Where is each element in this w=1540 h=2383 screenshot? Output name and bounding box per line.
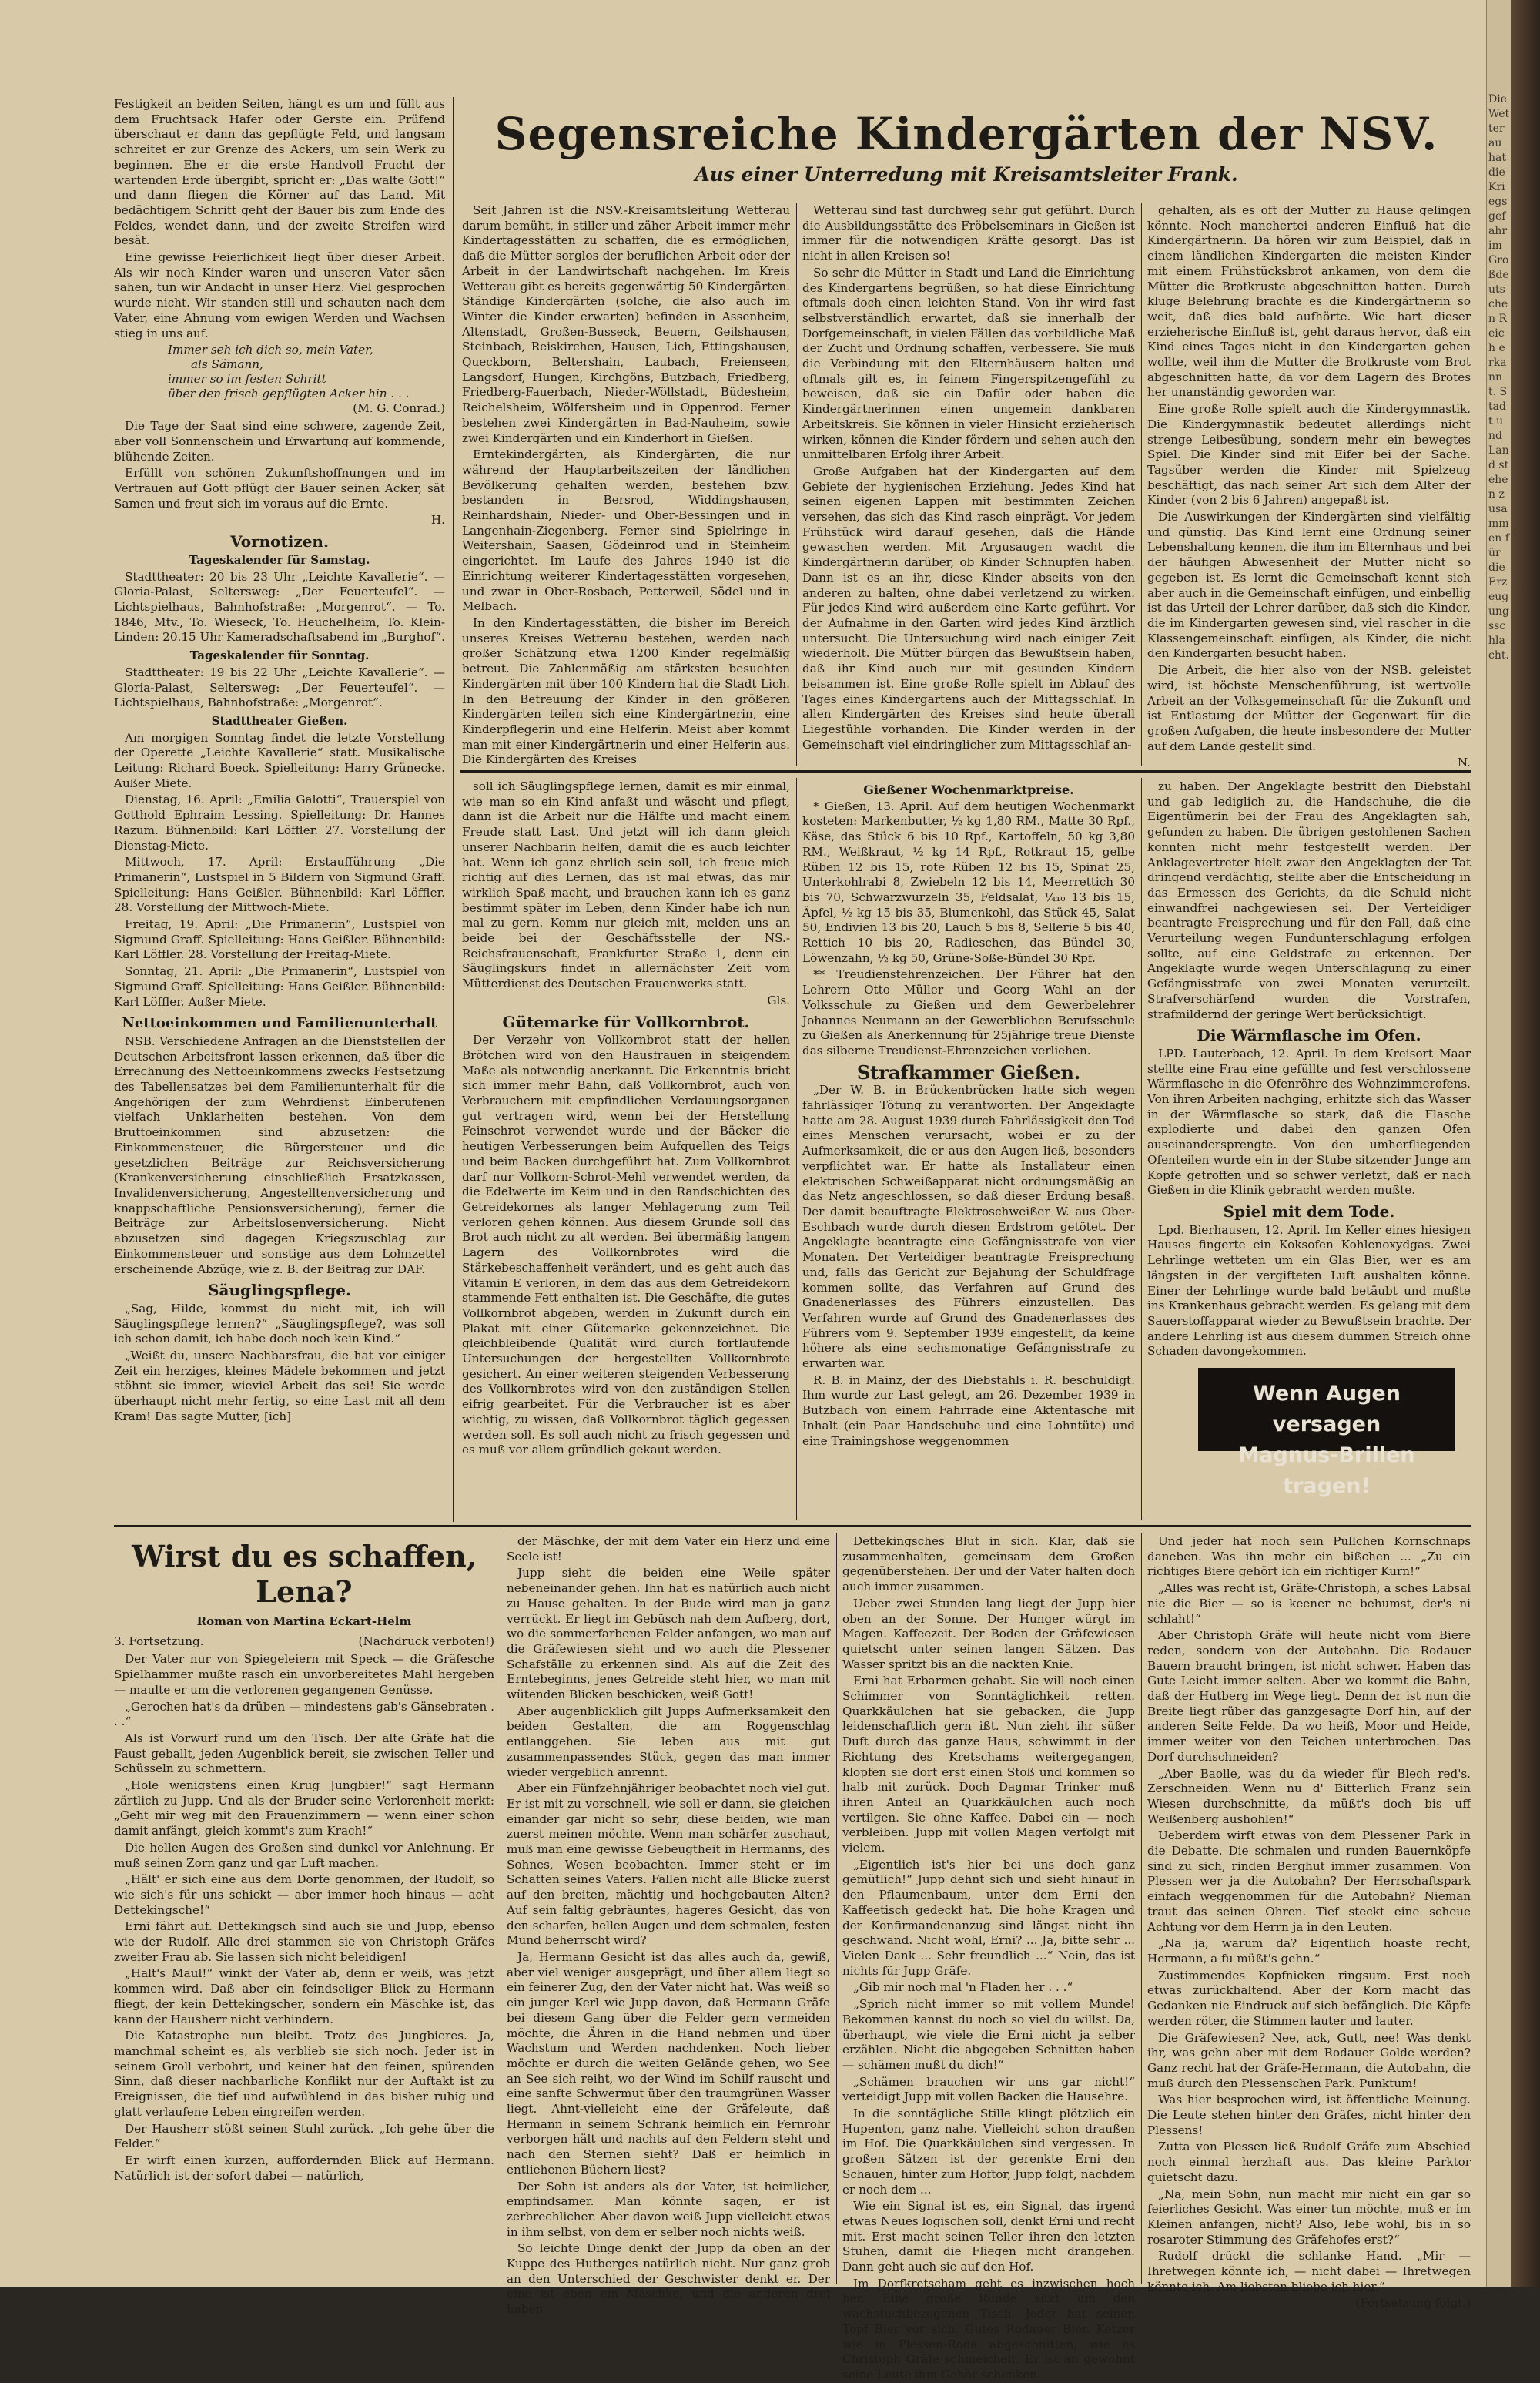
left-column (114, 97, 445, 1514)
article-column: Wetterau sind fast durchweg sehr gut geführt. Durch die Ausbildungsstätte des Fröbelseminars in Gießen ist immer für die notwendigen Kräfte gesorgt. Das ist nicht in allen Kreisen so! So sehr die Mütter in Stadt und Land die Einrichtung des Kindergartens begrüßen, so hat diese Einrichtung oftmals doch einen leichten Stand. Von ihr wird fast selbstverständlich erwartet, daß sie innerhalb der Dorfgemeinschaft, in vielen Fällen das vorbildliche Maß der Zucht und Ordnung schaffen, verbessere. Sie muß die Verbindung mit den Elternhäusern halten und oftmals gilt es, in feinem Fingerspitzengefühl zu beweisen, daß sie ein Dafür oder haben die Kindergärtnerinnen einen ungemein dankbaren Arbeitskreis. Sie können in vieler Hinsicht erzieherisch wirken, können die Kinder fördern und sehen auch den unmittelbaren Erfolg ihrer Arbeit. Große Aufgaben hat der Kindergarten auf dem Gebiete der hygienischen Erziehung. Jedes Kind hat seinen eigenen Lappen mit bestimmten Zeichen versehen, das sich das Kind rasch einprägt. Vor jedem Frühstück wird darauf gesehen, daß die Hände gewaschen werden. Mit Argusaugen wacht die Kindergärtnerin darüber, ob Kinder Schnupfen haben. Dann ist es an ihr, diese Kinder abseits von den anderen zu halten, ohne dabei verletzend zu wirken. Für jedes Kind wird außerdem eine Karte geführt. Vor der Aufnahme in den Garten wird jedes Kind ärztlich untersucht. Die Untersuchung wird nach einiger Zeit wiederholt. Die Mütter bürgen das Bewußtsein haben, daß ihr Kind auch nur mit gesunden Kindern beisammen ist. Eine große Rolle spielt im Ablauf des Tages eines Kindergartens auch der Mittagsschlaf. In allen Kindergärten des Kreises sind heute überall Liegestühle vorhanden. Die Kinder werden in der Gemeinschaft viel eindringlicher zum Mittagsschlaf an- (802, 203, 1135, 752)
column-divider (836, 1533, 837, 2284)
article-text: NSB. Verschiedene Anfragen an die Dienststellen der Deutschen Arbeitsfront lassen erkennen, daß über die Errechnung des Nettoeinkommens zwecks Festsetzung des Tabellensatzes bei dem Familienunterhalt für die Angehörigen der zum Wehrdienst Einberufenen vielfach Unklarheiten bestehen. Von dem Bruttoeinkommen sind abzusetzen: die Einkommensteuer, die Bürgersteuer und die gesetzlichen Beiträge zur Reichsversicherung (Krankenversicherung einschließlich Ersatzkassen, Invalidenversicherung, Angestelltenversicherung und knappschaftliche Pensionsversicherung), ferner die Beiträge zur Arbeitslosenversicherung. Nicht abzusetzen sind dagegen Kriegszuschlag zur Einkommensteuer und sonstige aus dem Lohnzettel erscheinende Abzüge, wie z. B. der Beitrag zur DAF. (114, 1034, 445, 1276)
section-title: Nettoeinkommen und Familienunterhalt (122, 1015, 437, 1032)
calendar-text: Stadttheater: 19 bis 22 Uhr „Leichte Kavallerie“. — Gloria-Palast, Seltersweg: „Der Feuerteufel“. — Lichtspielhaus, Bahnhofstraße: „Morgenrot“. (114, 665, 445, 710)
horizontal-rule (114, 1525, 1471, 1527)
section-title: Strafkammer Gießen. (856, 1061, 1081, 1084)
column-divider (500, 1533, 501, 2284)
novel-column: der Mäschke, der mit dem Vater ein Herz und eine Seele ist! Jupp sieht die beiden eine Weile später nebeneinander gehen. Ihn hat es natürlich auch nicht zu Hause gehalten. In der Bude wird man ja ganz verrückt. Er liegt im Gebüsch nah dem Aufberg, dort, wo die sommerfarbenen Felder anfangen, wo man auf die Gräfewiesen sieht und wo auch die Plessener Schafställe zu erkennen sind. Als auf die Zeit des Erntebeginns, jenes Getreide steht hier, wo man mit wütenden Blicken beschicken, weiß Gott! Aber augenblicklich gilt Jupps Aufmerksamkeit den beiden Gestalten, die am Roggenschlag entlanggehen. Sie leben aus mit gut zusammenpassendes Stück, gegen das man immer wieder vergeblich anrennt. Aber ein Fünfzehnjähriger beobachtet noch viel gut. Er ist mit zu vorschnell, wie soll er dann, sie gleichen einander gar nicht so sehr, diese beiden, wie man zuerst meinen möchte. Wenn man schärfer zuschaut, muß man eine gewisse Gebeugtheit in Hermanns, des Sohnes, Wesen beobachten. Immer steht er im Schatten seines Vaters. Fallen nicht alle Blicke zuerst auf den breiten, mächtig und hochgebauten Alten? Auf sein faltig gebräuntes, hageres Gesicht, das von den scharfen, hellen Augen und dem schmalen, festen Mund beherrscht wird? Ja, Hermann Gesicht ist das alles auch da, gewiß, aber viel weniger ausgeprägt, und über allem liegt so ein feinerer Zug, den der Vater nicht hat. Was weiß so ein junger Kerl wie Jupp davon, daß Hermann Gräfe bei diesem Gang über die Felder gern vermeiden möchte, die Ähren in die Hand nehmen und über Wachstum und Werden nachdenken. Noch lieber möchte er durch die weiten Gelände gehen, wo See an See sich reiht, wo der Wind im Schilf rauscht und eine sanfte Schwermut über den traumgrünen Wasser liegt. Ahnt-vielleicht eine der Gräfeleute, daß Hermann in seinem Schrank heimlich ein Fernrohr verborgen hält und nachts auf den Feldern steht und nach den Sternen sieht? Daß er heimlich in entliehenen Büchern liest? Der Sohn ist anders als der Vater, ist heimlicher, empfindsamer. Man könnte sagen, er ist zerbrechlicher. Aber davon weiß Jupp vielleicht etwas in ihm selbst, von dem er selber noch nichts weiß. So leichte Dinge denkt der Jupp da oben an der Kuppe des Hutberges natürlich nicht. Nur ganz grob an den Unterschied der Geschwister denkt er. Der eine ist eben ein Mäschke, und die anderen drei haben (507, 1534, 830, 2317)
calendar-text: Stadttheater: 20 bis 23 Uhr „Leichte Kavallerie“. — Gloria-Palast, Seltersweg: „Der Feuerteufel“. — Lichtspielhaus, Bahnhofstraße: „Morgenrot“. — To. 1846, Mtv., To. Wieseck, To. Heuchelheim, To. Klein-Linden: 20.15 Uhr Kameradschaftsabend im „Burghof“. (114, 569, 446, 645)
novel-byline: Roman von Martina Eckart-Helm (196, 1614, 412, 1628)
sowing-text: Eine gewisse Feierlichkeit liegt über dieser Arbeit. Als wir noch Kinder waren und unseren Vater säen sahen, tun wir Andacht in unser Herz. Viel gesprochen wurde nicht. Wir standen still und schauten nach dem Vater, eine Ahnung vom ewigen Werden und Wachsen stieg in uns auf. (114, 250, 445, 340)
section-title: Gütemarke für Vollkornbrot. (502, 1012, 750, 1031)
column-divider (1141, 778, 1142, 1520)
theater-text: Freitag, 19. April: „Die Primanerin“, Lustspiel von Sigmund Graff. Spielleitung: Hans Geißler. Bühnenbild: Karl Löffler. 28. Vorstellung der Freitag-Miete. (114, 917, 445, 962)
theater-text: Dienstag, 16. April: „Emilia Galotti“, Trauerspiel von Gotthold Ephraim Lessing. Spielleitung: Dr. Hannes Razum. Bühnenbild: Karl Löffler. 27. Vorstellung der Dienstag-Miete. (114, 793, 445, 853)
section-subtitle: Tageskalender für Samstag. (189, 552, 370, 567)
signature: H. (430, 513, 445, 528)
column-divider (453, 97, 454, 1522)
article-column: Seit Jahren ist die NSV.-Kreisamtsleitung Wetterau darum bemüht, in stiller und zäher Arbeit immer mehr Kindertagesstätten zu schaffen, die es ermöglichen, daß die Mütter sorglos der beruflichen Arbeit oder der Arbeit in der Landwirtschaft nachgehen. Im Kreis Wetterau gibt es bereits gegenwärtig 50 Kindergärten. Ständige Kindergärten (solche, die also auch im Winter die Kinder erwarten) befinden in Assenheim, Altenstadt, Großen-Busseck, Beuern, Geilshausen, Steinbach, Reiskirchen, Hausen, Lich, Ettingshausen, Queckborn, Beltershain, Laubach, Freienseen, Langsdorf, Hungen, Kirchgöns, Butzbach, Friedberg, Friedberg-Fauerbach, Nieder-Wöllstadt, Büdesheim, Reichelsheim, Wölfersheim und in Oppenrod. Ferner bestehen zwei Kindergärten in Bad-Nauheim, sowie zwei Kindergärten und ein Kinderhort in Gießen. Erntekindergärten, als Kindergärten, die nur während der Hauptarbeitszeiten der ländlichen Bevölkerung gehalten werden, bestehen bzw. bestanden in Bersrod, Widdingshausen, Reinhardshain, Nieder- und Ober-Bessingen und in Langenhain-Ziegenberg. Ferner sind Spielringe in Weitershain, Saasen, Gödeinrod und in Steinheim eingerichtet. Im Laufe des Jahres 1940 ist die Einrichtung weiterer Kindertagesstätten vorgesehen, und zwar in Ober-Rosbach, Petterweil, Södel und in Melbach. In den Kindertagesstätten, die bisher im Bereich unseres Kreises Wetterau bestehen, werden nach großer Schätzung etwa 1200 Kinder regelmäßig betreut. Die Zahlenmäßig am stärksten besuchten Kindergärten mit über 100 Kindern hat die Stadt Lich. In den Betreuung der Kinder in den größeren Kindergärten teilen sich eine Kindergärtnerin, eine Kinderpflegerin und eine Helferin. Meist aber kommt man mit einer Kindergärtnerin und einer Helferin aus. Die Kindergärten des Kreises (462, 203, 790, 767)
column-divider (1141, 203, 1142, 766)
binding-edge (1511, 0, 1540, 2287)
section-title: Die Wärmflasche im Ofen. (1197, 1026, 1421, 1045)
subheadline: Aus einer Unterredung mit Kreisamtsleiter Frank. (695, 163, 1238, 186)
theater-text: Am morgigen Sonntag findet die letzte Vorstellung der Operette „Leichte Kavallerie“ statt. Musikalische Leitung: Richard Boeck. Spielleitung: Harry Grünecke. Außer Miete. (114, 730, 445, 790)
novel-part: 3. Fortsetzung. (Nachdruck verboten!) (114, 1634, 494, 1648)
sowing-text: Festigkeit an beiden Seiten, hängt es um und füllt aus dem Fruchtsack Hafer oder Gerste ein. Prüfend überschaut er dann das gepflügte Feld, und langsam schreitet er zur Grenze des Ackers, um sein Werk zu beginnen. Ehe er die erste Handvoll Frucht der wartenden Erde übergibt, spricht er: „Das walte Gott!“ und dann fliegen die Körner auf das Land. Mit bedächtigem Schritt geht der Bauer bis zum Ende des Feldes, wendet dann, und der zweite Streifen wird besät. (114, 97, 445, 248)
article-column: soll ich Säuglingspflege lernen, damit es mir einmal, wie man so ein Kind anfaßt und wäscht und pflegt, dann ist die Arbeit nur die Hälfte und macht einem Freude statt Last. Und jetzt will ich dann gleich unserer Nachbarin helfen, damit die es auch leichter hat. Wenn ich ganz ehrlich sein soll, ich freue mich richtig auf dies Lernen, das ist mal etwas, das mir wirklich Spaß macht, und brauchen kann ich es ganz bestimmt später im Leben, denn Kinder habe ich nun mal zu gern. Komm nur gleich mit, melden uns an beide bei der Geschäftsstelle der NS.-Reichsfrauenschaft, Frankfurter Straße 1, denn ein Säuglingskurs findet in allernächster Zeit vom Mütterdienst des Deutschen Frauenwerks statt. Gls. Gütemarke für Vollkornbrot. Der Verzehr von Vollkornbrot statt der hellen Brötchen wird von den Hausfrauen in steigendem Maße als notwendig anerkannt. Die Erkenntnis bricht sich immer mehr Bahn, daß Vollkornbrot, auch von Verbrauchern mit empfindlichen Verdauungsorganen gut vertragen wird, wenn bei der Herstellung Feinschrot verwendet wurde und der Bäcker die heutigen Verbesserungen beim Aufquellen des Teigs und beim Backen durchgeführt hat. Zum Vollkornbrot darf nur Vollkorn-Schrot-Mehl verwendet werden, da die Edelwerte im Keim und in den Randschichten des Getreidekornes als langer Mehlagerung zum Teil verloren gehen können. Aus diesem Grunde soll das Brot auch nicht zu alt werden. Bei übermäßig langem Lagern des Vollkornbrotes wird die Stärkebeschaffenheit verändert, und es geht auch das Vitamin E verloren, in dem das aus dem Getreidekorn stammende Fett enthalten ist. Die Geschäfte, die gutes Vollkornbrot abgeben, werden in Zukunft durch ein Plakat mit einer Gütemarke gekennzeichnet. Die gleichbleibende Qualität wird durch fortlaufende Untersuchungen der hergestellten Vollkornbrote gesichert. An einer weiteren steigenden Verbesserung des Vollkornbrotes wird von den zuständigen Stellen eifrig gearbeitet. Für die Verbraucher ist es aber wichtig, zu wissen, daß Vollkornbrot täglich gegessen werden soll. Es soll auch nicht zu frisch gegessen und es muß vor allem gründlich gekaut werden. (462, 779, 790, 1457)
poem: Immer seh ich dich so, mein Vater, als Sämann, immer so im festen Schritt über den frisch gepflügten Acker hin . . . (M. G. Conrad.) (168, 343, 445, 416)
novel-column: Wirst du es schaffen, Lena? Roman von Martina Eckart-Helm 3. Fortsetzung. (Nachdruck verboten!) Der Vater nur von Spiegeleiern mit Speck — die Gräfesche Spielhammer mußte rasch ein unvorbereitetes Mahl hergeben — maulte er um die verlorenen gegangenen Genüsse. „Gerochen hat's da drüben — mindestens gab's Gänsebraten . . .“ Als ist Vorwurf rund um den Tisch. Der alte Gräfe hat die Faust geballt, jeden Augenblick bereit, sie zwischen Teller und Schüsseln zu schmettern. „Hole wenigstens einen Krug Jungbier!“ sagt Hermann zärtlich zu Jupp. Und als der Bruder seine Verlorenheit merkt: „Geht mir weg mit den Frauenzimmern — wenn einer schon damit anfängt, gleich kommt's zum Krach!“ Die hellen Augen des Großen sind dunkel vor Anlehnung. Er muß seinen Zorn ganz und gar Luft machen. „Hält' er sich eine aus dem Dorfe genommen, der Rudolf, so wie sich's für uns schickt — aber immer hoch hinaus — acht Dettekingsche!“ Erni fährt auf. Dettekingsch sind auch sie und Jupp, ebenso wie der Rudolf. Alle drei stammen sie von Christoph Gräfes zweiter Frau ab. Sie lassen sich nicht beleidigen! „Halt's Maul!“ winkt der Vater ab, denn er weiß, was jetzt kommen wird. Daß aber ein feindseliger Blick zu Hermann fliegt, der kein Dettekingscher, sondern ein Mäschke ist, das kann der Hausherr nicht verhindern. Die Katastrophe nun bleibt. Trotz des Jungbieres. Ja, manchmal scheint es, als verblieb sie sich noch. Jeder ist in seinem Groll verbohrt, und keiner hat den feinen, spürenden Sinn, daß dieser nachbarliche Konflikt nur der Auftakt ist zu Ereignissen, die tief und aufwühlend in das bisher ruhig und glatt verlaufene Leben eingreifen werden. Der Hausherr stößt seinen Stuhl zurück. „Ich gehe über die Felder.“ Er wirft einen kurzen, auffordernden Blick auf Hermann. Natürlich ist der sofort dabei — natürlich, (114, 1539, 494, 2183)
column-divider (796, 203, 797, 766)
section-title: Spiel mit dem Tode. (1223, 1202, 1395, 1221)
horizontal-rule (460, 770, 1471, 773)
signature: N. (1457, 756, 1471, 770)
column-divider (796, 778, 797, 1520)
article-text: „Weißt du, unsere Nachbarsfrau, die hat vor einiger Zeit ein herziges, kleines Mädele bekommen und jetzt stöhnt sie immer, wieviel Arbeit das sei! Sie werde überhaupt nicht mehr fertig, so eine Last mit all dem Kram! Das sagte Mutter, [ich] (114, 1349, 445, 1423)
sowing-text: Die Tage der Saat sind eine schwere, zagende Zeit, aber voll Sonnenschein und Erwartung auf kommende, blühende Zeiten. (114, 419, 445, 464)
novel-column: Dettekingsches Blut in sich. Klar, daß sie zusammenhalten, gemeinsam dem Großen gegenüberstehen. Der und der Vater halten doch auch immer zusammen. Ueber zwei Stunden lang liegt der Jupp hier oben an der Sonne. Der Hunger würgt im Magen. Kaffeezeit. Der Boden der Gräfewiesen quietscht unter seinen langen Sätzen. Das Wasser spritzt bis an die nackten Knie. Erni hat Erbarmen gehabt. Sie will noch einen Schimmer von Sonntäglichkeit retten. Quarkkäulchen hat sie gebacken, die Jupp leidenschaftlich gern ißt. Nun zieht ihr süßer Duft durch das ganze Haus, schwimmt in der Richtung des Kretschams weitergegangen, klopfen sie dort erst einen Stoß und kommen so halb mit zurück. Doch Dagmar Trinker muß ihren Anteil an Quarkkäulchen auch noch vertilgen. Sie ohne Kaffee. Dabei ein — noch verbleiben. Jupp mit vollen Magen verfolgt mit vielem. „Eigentlich ist's hier bei uns doch ganz gemütlich!“ Jupp dehnt sich und sieht hinauf in den Pflaumenbaum, unter dem Erni den Kaffeetisch gedeckt hat. Die hohe Kragen und der Konfirmandenanzug sind längst nicht ihn geschwand. Nicht wohl, Erni? ... Ja, bitte sehr ... Vielen Dank ... Sehr freundlich ...“ Nein, das ist nichts für Jupp Gräfe. „Gib mir noch mal 'n Fladen her . . .“ „Sprich nicht immer so mit vollem Munde! Bekommen kannst du noch so viel du willst. Da, überhaupt, wie viele die Erni nicht ja selber erzählen. Nicht die abgegeben Schnitten haben — schämen mußt du dich!“ „Schämen brauchen wir uns gar nicht!“ verteidigt Jupp mit vollen Backen die Hausehre. In die sonntägliche Stille klingt plötzlich ein Hupenton, ganz nahe. Vielleicht schon draußen im Hof. Die Quarkkäulchen sind vergessen. In großen Sätzen ist der gerenkte Erni den Schauen, hinter zum Hoftor, Jupp folgt, nachdem er noch dem ... Wie ein Signal ist es, ein Signal, das irgend etwas Neues logischen soll, denkt Erni und recht mit. Erst macht seinen Teller ihren den letzten Stuhen, damit die Fliegen nicht drangehen. Dann geht auch sie auf den Hof. Im Dorfkretscham geht es inzwischen hoch her. Eine große Runde sitzt um den wachstuchbezogenen Tisch. Jeder hat seinen Topf Bier vor sich. Gutes Rodauer Bier. Ketzer wie in Plessen-Roda abgeschnitten, wie es Christoph Gräfe schmeichelt. Er ist an gewohnt seine Leute ihm Gehör schenken. (842, 1534, 1135, 2381)
article-text: „Sag, Hilde, kommst du nicht mit, ich will Säuglingspflege lernen?“ „Säuglingspflege?, was soll ich schon damit, ich habe doch noch kein Kind.“ (114, 1301, 445, 1346)
advertisement: Wenn Augen versagen Magnus-Brillen tragen! (1198, 1368, 1455, 1451)
section-subtitle: Stadttheater Gießen. (211, 713, 348, 728)
section-subtitle: Tageskalender für Sonntag. (189, 649, 370, 663)
signature: Gls. (767, 993, 790, 1007)
section-title: Gießener Wochenmarktpreise. (863, 783, 1074, 797)
continuation-note: (Fortsetzung folgt.) (1355, 2296, 1471, 2311)
article-column: Gießener Wochenmarktpreise. * Gießen, 13. April. Auf dem heutigen Wochenmarkt kosteten: Markenbutter, ½ kg 1,80 RM., Matte 30 Rpf., Käse, das Stück 6 bis 10 Rpf., Kartoffeln, 50 kg 3,80 RM., Weißkraut, ½ kg 14 Rpf., Rotkraut 15, gelbe Rüben 12 bis 15, rote Rüben 12 bis 15, Spinat 25, Unterkohlrabi 8, Zwiebeln 12 bis 14, Meerrettich 30 bis 70, Schwarzwurzeln 35, Feldsalat, ¼₁₀ 13 bis 15, Äpfel, ½ kg 15 bis 35, Blumenkohl, das Stück 45, Salat 50, Endivien 13 bis 20, Lauch 5 bis 8, Sellerie 5 bis 40, Rettich 10 bis 20, Radieschen, das Bündel 30, Löwenzahn, ½ kg 50, Grüne-Soße-Bündel 30 Rpf. ** Treudienstehrenzeichen. Der Führer hat den Lehrern Otto Müller und Georg Wahl an der Volksschule zu Gießen und dem Gewerbelehrer Johannes Neumann an der Gewerblichen Berufsschule zu Gießen als Anerkennung für 25jährige treue Dienste das silberne Treudienst-Ehrenzeichen verliehen. Strafkammer Gießen. „Der W. B. in Brückenbrücken hatte sich wegen fahrlässiger Tötung zu verantworten. Der Angeklagte hatte am 28. August 1939 durch Fahrlässigkeit den Tod eines Menschen verursacht, wobei er zu der Aufmerksamkeit, die er aus den Augen ließ, besonders verpflichtet war. Er hatte als Installateur einen elektrischen Schweißapparat nicht ordnungsmäßig an das Netz angeschlossen, so daß dieser Erdung besaß. Der damit beauftragte Elektroschweißer W. aus Ober-Eschbach wurde durch diesen Erdstrom getötet. Der Angeklagte beantragte eine Gefängnisstrafe von vier Monaten. Der Verteidiger beantragte Freisprechung und, falls das Gericht zur Bejahung der Schuldfrage kommen sollte, das Verfahren auf Grund des Gnadenerlasses des Führers einzustellen. Das Verfahren wurde auf Grund des Gnadenerlasses des Führers vom 9. September 1939 eingestellt, da keine höhere als eine sechsmonatige Gefängnisstrafe zu erwarten war. R. B. in Mainz, der des Diebstahls i. R. beschuldigt. Ihm wurde zur Last gelegt, am 26. Dezember 1939 in Butzbach von einem Fahrrade eine Aktentasche mit Inhalt (ein Paar Handschuhe und eine Lohntüte) und eine Trainingshose weggenommen (802, 783, 1135, 1448)
adjacent-page-text: Die Wetterau hat die Kriegsgefahr im Großdeutschen Reich erkannt. Stadt und Land stehen zusammen für die Erzeugungsschlacht. (1488, 93, 1510, 662)
article-column: zu haben. Der Angeklagte bestritt den Diebstahl und gab lediglich zu, die Handschuhe, die die Eigentümerin bei der Frau des Angeklagten sah, gefunden zu haben. Die übrigen gestohlenen Sachen konnten nicht mehr festgestellt werden. Der Anklagevertreter hielt zwar den Angeklagten der Tat dringend verdächtig, stellte aber die Entscheidung in das Ermessen des Gerichts, da die Schuld nicht einwandfrei nachgewiesen sei. Der Verteidiger beantragte Freisprechung und für den Fall, daß eine Verurteilung wegen Fundunterschlagung erfolgen sollte, auf eine Geldstrafe zu erkennen. Der Angeklagte wurde wegen Unterschlagung zu einer Gefängnisstrafe von zwei Monaten verurteilt. Strafverschärfend wurden die Vorstrafen, strafmildernd der geringe Wert berücksichtigt. Die Wärmflasche im Ofen. LPD. Lauterbach, 12. April. In dem Kreisort Maar stellte eine Frau eine gefüllte und fest verschlossene Wärmflasche in die Ofenröhre des Wohnzimmerofens. Von ihren Arbeiten nachging, erhitzte sich das Wasser in der Wärmflasche so stark, daß die Flasche explodierte und dabei den ganzen Ofen auseinandersprengte. Von den umherfliegenden Ofenteilen wurde ein in der Stube sitzender Junge am Kopfe getroffen und so schwer verletzt, daß er nach Gießen in die Klinik gebracht werden mußte. Spiel mit dem Tode. Lpd. Bierhausen, 12. April. Im Keller eines hiesigen Hauses fingerte ein Koksofen Kohlenoxydgas. Zwei Lehrlinge wetteten um ein Glas Bier, wer es am längsten in der vergifteten Luft aushalten könne. Einer der Lehrlinge wurde bald betäubt und mußte ins Krankenhaus gebracht werden. Es gelang mit dem Sauerstoffapparat wieder zu Bewußtsein brachte. Der andere Lehrling ist aus diesem dummen Streich ohne Schaden davongekommen. (1147, 779, 1471, 1359)
theater-text: Mittwoch, 17. April: Erstaufführung „Die Primanerin“, Lustspiel in 5 Bildern von Sigmund Graff. Spielleitung: Hans Geißler. Bühnenbild: Karl Löffler. 28. Vorstellung der Mittwoch-Miete. (114, 855, 445, 915)
section-title: Vornotizen. (230, 532, 329, 551)
column-divider (1141, 1533, 1142, 2284)
sowing-text: Erfüllt von schönen Zukunftshoffnungen und im Vertrauen auf Gott pflügt der Bauer seinen Acker, sät Samen und freut sich im voraus auf die Ernte. (114, 466, 445, 511)
theater-text: Sonntag, 21. April: „Die Primanerin“, Lustspiel von Sigmund Graff. Spielleitung: Hans Geißler. Bühnenbild: Karl Löffler. Außer Miete. (114, 964, 445, 1009)
novel-title: Wirst du es schaffen, Lena? (132, 1539, 477, 1609)
article-column: gehalten, als es oft der Mutter zu Hause gelingen könnte. Noch manchertei anderen Einfluß hat die Kindergärtnerin. Da hören wir zum Beispiel, daß in einem ländlichen Kindergarten die meisten Kinder mit einem Frühstücksbrot ankamen, von dem die Mütter die Brotkruste abgeschnitten hatten. Durch kluge Belehrung brachte es die Kindergärtnerin so weit, daß dies bald aufhörte. Wie hart dieser erzieherische Einfluß ist, geht daraus hervor, daß ein Kind eines Tages nicht in den Kindergarten gehen wollte, weil ihm die Mutter die Brotkruste vom Brot abgeschnitten hatte, da vor dem Lagern des Brotes her unanständig geworden war. Eine große Rolle spielt auch die Kindergymnastik. Die Kindergymnastik bedeutet allerdings nicht strenge Leibesübung, sondern mehr ein bewegtes Spiel. Die Kinder sind mit Eifer bei der Sache. Tagsüber werden die Kinder mit Spielzeug beschäftigt, das nach seiner Art sich dem Alter der Kinder (von 2 bis 6 Jahren) angepaßt ist. Die Auswirkungen der Kindergärten sind vielfältig und günstig. Das Kind lernt eine Ordnung seiner Lebenshaltung kennen, die ihm im Elternhaus und bei der häufigen Abwesenheit der Mutter nicht so gegeben ist. Es lernt die Gemeinschaft kennt sich aber auch in die Gemeinschaft einfügen, und einbellig ist das Urteil der Lehrer darüber, daß sich die Kinder, die im Kindergarten gewesen sind, viel rascher in die Klassengemeinschaft einfügen, als Kinder, die nicht den Kindergarten besucht haben. Die Arbeit, die hier also von der NSB. geleistet wird, ist höchste Menschenführung, ist wertvolle Arbeit an der Volksgemeinschaft für die Zukunft und ist Entlastung der Mütter der Gegenwart für die großen Aufgaben, die heute insbesondere der Mutter auf dem Lande gestellt sind. N. (1147, 203, 1471, 770)
novel-column: Und jeder hat noch sein Pullchen Kornschnaps daneben. Was ihn mehr ein bißchen ... „Zu ein richtiges Biere gehört ich ein richtiger Kurn!“ „Alles was recht ist, Gräfe-Christoph, a sches Labsal nie die Bier — so is keener ne behumst, der's ni schlaht!“ Aber Christoph Gräfe will heute nicht vom Biere reden, sondern von der Autobahn. Die Rodauer Bauern braucht bringen, ist nicht schwer. Haben das Gute Leicht immer selten. Aber wo kommt die Bahn, daß der Hutberg im Wege liegt. Denn der ist nun die Breite liegt rüber das ganzgesagte Dorf hin, auf der anderen Seite Felde. Da wo heiß, Moor und Heide, immer weiter von den Teichen unterbrochen. Das Dorf durchschneiden? „Aber Baolle, was du da wieder für Blech red's. Zerschneiden. Wenn nu d' Bitterlich Franz sein Wiesen durchschnitte, da müßt's doch bis uff Weißenberg aushohlen!“ Ueberdem wirft etwas von dem Plessener Park in die Debatte. Die schmalen und runden Bauernköpfe sind zu sich, rinden Berghut immer zusammen. Von Plessen wer ja die Autobahn? Der Herrschaftspark einfach weggenommen für die Autobahn? Nieman traut das seinen Ohren. Tief steckt eine scheue Achtung vor dem Herrn ja in den Leuten. „Na ja, warum da? Eigentlich hoaste recht, Hermann, a fu müßt's gehn.“ Zustimmendes Kopfnicken ringsum. Erst noch etwas zurückhaltend. Aber der Korn macht das Gedanken nie Eindruck auf sich befänglich. Die Köpfe werden röter, die Stimmen lauter und lauter. Die Gräfewiesen? Nee, ack, Gutt, nee! Was denkt ihr, was gehn aber mit dem Rodauer Golde werden? Ganz recht hat der Gräfe-Hermann, die Autobahn, die muß durch den Plessenschen Park. Punktum! Was hier besprochen wird, ist öffentliche Meinung. Die Leute stehen hinter den Gräfes, nicht hinter den Plessens! Zutta von Plessen ließ Rudolf Gräfe zum Abschied noch einmal herzhaft aus. Das kleine Parktor quietscht dazu. „Na, mein Sohn, nun macht mir nicht ein gar so feierliches Gesicht. Was einer tun möchte, muß er im Kleinen anfangen, nicht? Also, lebe wohl, bis in so rosaroter Stimmung des Gräfehofes erst?“ Rudolf drückt die schlanke Hand. „Mir — Ihretwegen könnte ich, — nicht dabei — Ihretwegen könnte ich. Am liebsten bliebe ich hier.“ (Fortsetzung folgt.) (1147, 1534, 1471, 2311)
headline: Segensreiche Kindergärten der NSV. (494, 108, 1438, 160)
section-title: Säuglingspflege. (208, 1281, 351, 1300)
adjacent-page-edge (1486, 0, 1512, 2287)
